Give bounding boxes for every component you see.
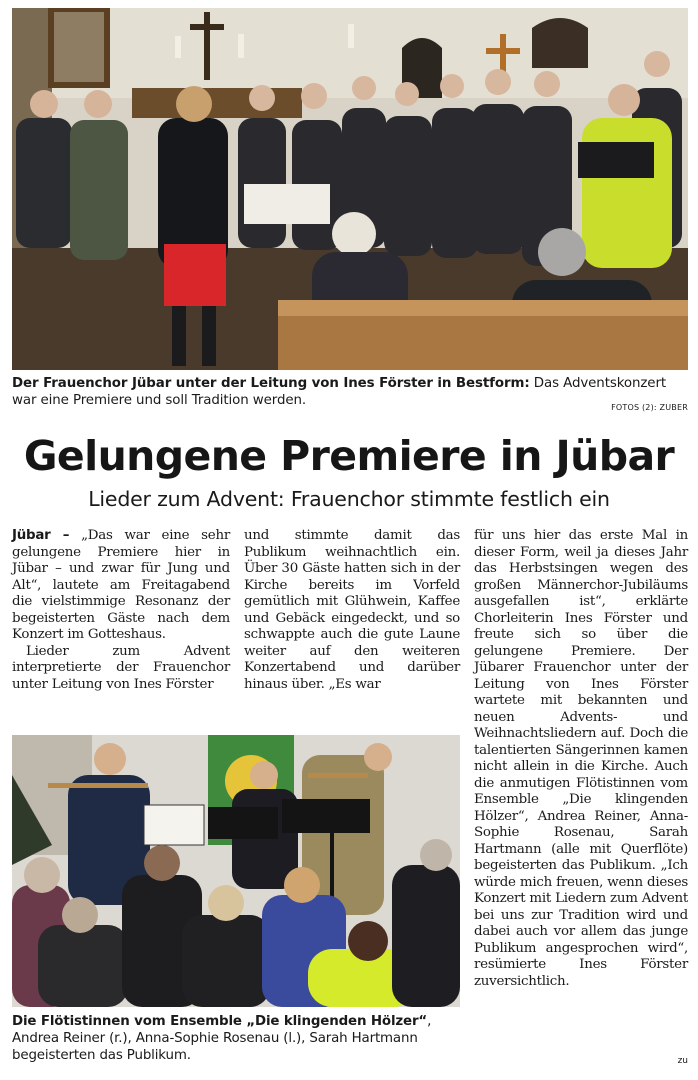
bottom-caption-text: , Andrea Reiner (r.), Anna-Sophie Rosenau (l.), Sarah Hartmann begeisterten das Publikum.	[12, 1014, 432, 1063]
paragraph-text: „Das war eine sehr gelungene Premiere hier in Jübar – und zwar für Jung und Alt“, lautete am Freitagabend die vielstimmige Resonanz der begeisterten Gäste nach dem Konzert im Gotteshaus.	[12, 528, 230, 642]
article-column-1	[12, 528, 230, 693]
article-column-3	[474, 528, 688, 990]
paragraph: für uns hier das erste Mal in dieser Form, weil ja dieses Jahr das Herbstsingen wegen des großen Männerchor-Jubiläums ausgefallen ist“, erklärte Chorleiterin Ines Förster und freute sich so über die gelungene Premiere. Der Jübarer Frauenchor unter der Leitung von Ines Förster wartete mit bekannten und neuen Advents- und Weihnachtsliedern auf. Doch die talentierten Sängerinnen kamen nicht allein in die Kirche. Auch die anmutigen Flötistinnen vom Ensemble „Die klingenden Hölzer“, Andrea Reiner, Anna-Sophie Rosenau, Sarah Hartmann (alle mit Querflöte) begeisterten das Publikum. „Ich würde mich freuen, wenn dieses Konzert mit Liedern zum Advent bei uns zur Tradition wird und dabei auch vor allem das junge Publikum angesprochen wird“, resümierte Ines Förster zuversichtlich.	[474, 528, 688, 989]
choir-photo	[12, 8, 688, 370]
subheadline: Lieder zum Advent: Frauenchor stimmte festlich ein	[88, 487, 610, 511]
paragraph: und stimmte damit das Publikum weihnachtlich ein. Über 30 Gäste hatten sich in der Kirche bereits im Vorfeld gemütlich mit Glühwein, Kaffee und Gebäck eingedeckt, und so schwappte auch die gute Laune weiter auf den weiteren Konzertabend und darüber hinaus über. „Es war	[244, 528, 460, 692]
paragraph: Lieder zum Advent interpretierte der Frauenchor unter Leitung von Ines Förster	[12, 643, 230, 692]
headline: Gelungene Premiere in Jübar	[23, 432, 675, 480]
bottom-caption-bold: Die Flötistinnen vom Ensemble „Die klingenden Hölzer“	[12, 1014, 428, 1029]
flute-ensemble-photo	[12, 735, 460, 1007]
article-column-2	[244, 528, 460, 693]
top-caption-bold: Der Frauenchor Jübar unter der Leitung von Ines Förster in Bestform:	[12, 376, 530, 391]
top-caption-text: Das Adventskonzert war eine Premiere und soll Tradition werden.	[12, 376, 666, 408]
top-photo-caption	[12, 375, 690, 409]
author-abbreviation: zu	[677, 1056, 688, 1066]
dateline: Jübar –	[12, 528, 70, 543]
photo-credit: FOTOS (2): ZUBER	[611, 403, 688, 412]
bottom-photo-caption	[12, 1013, 462, 1064]
paragraph	[12, 528, 230, 644]
